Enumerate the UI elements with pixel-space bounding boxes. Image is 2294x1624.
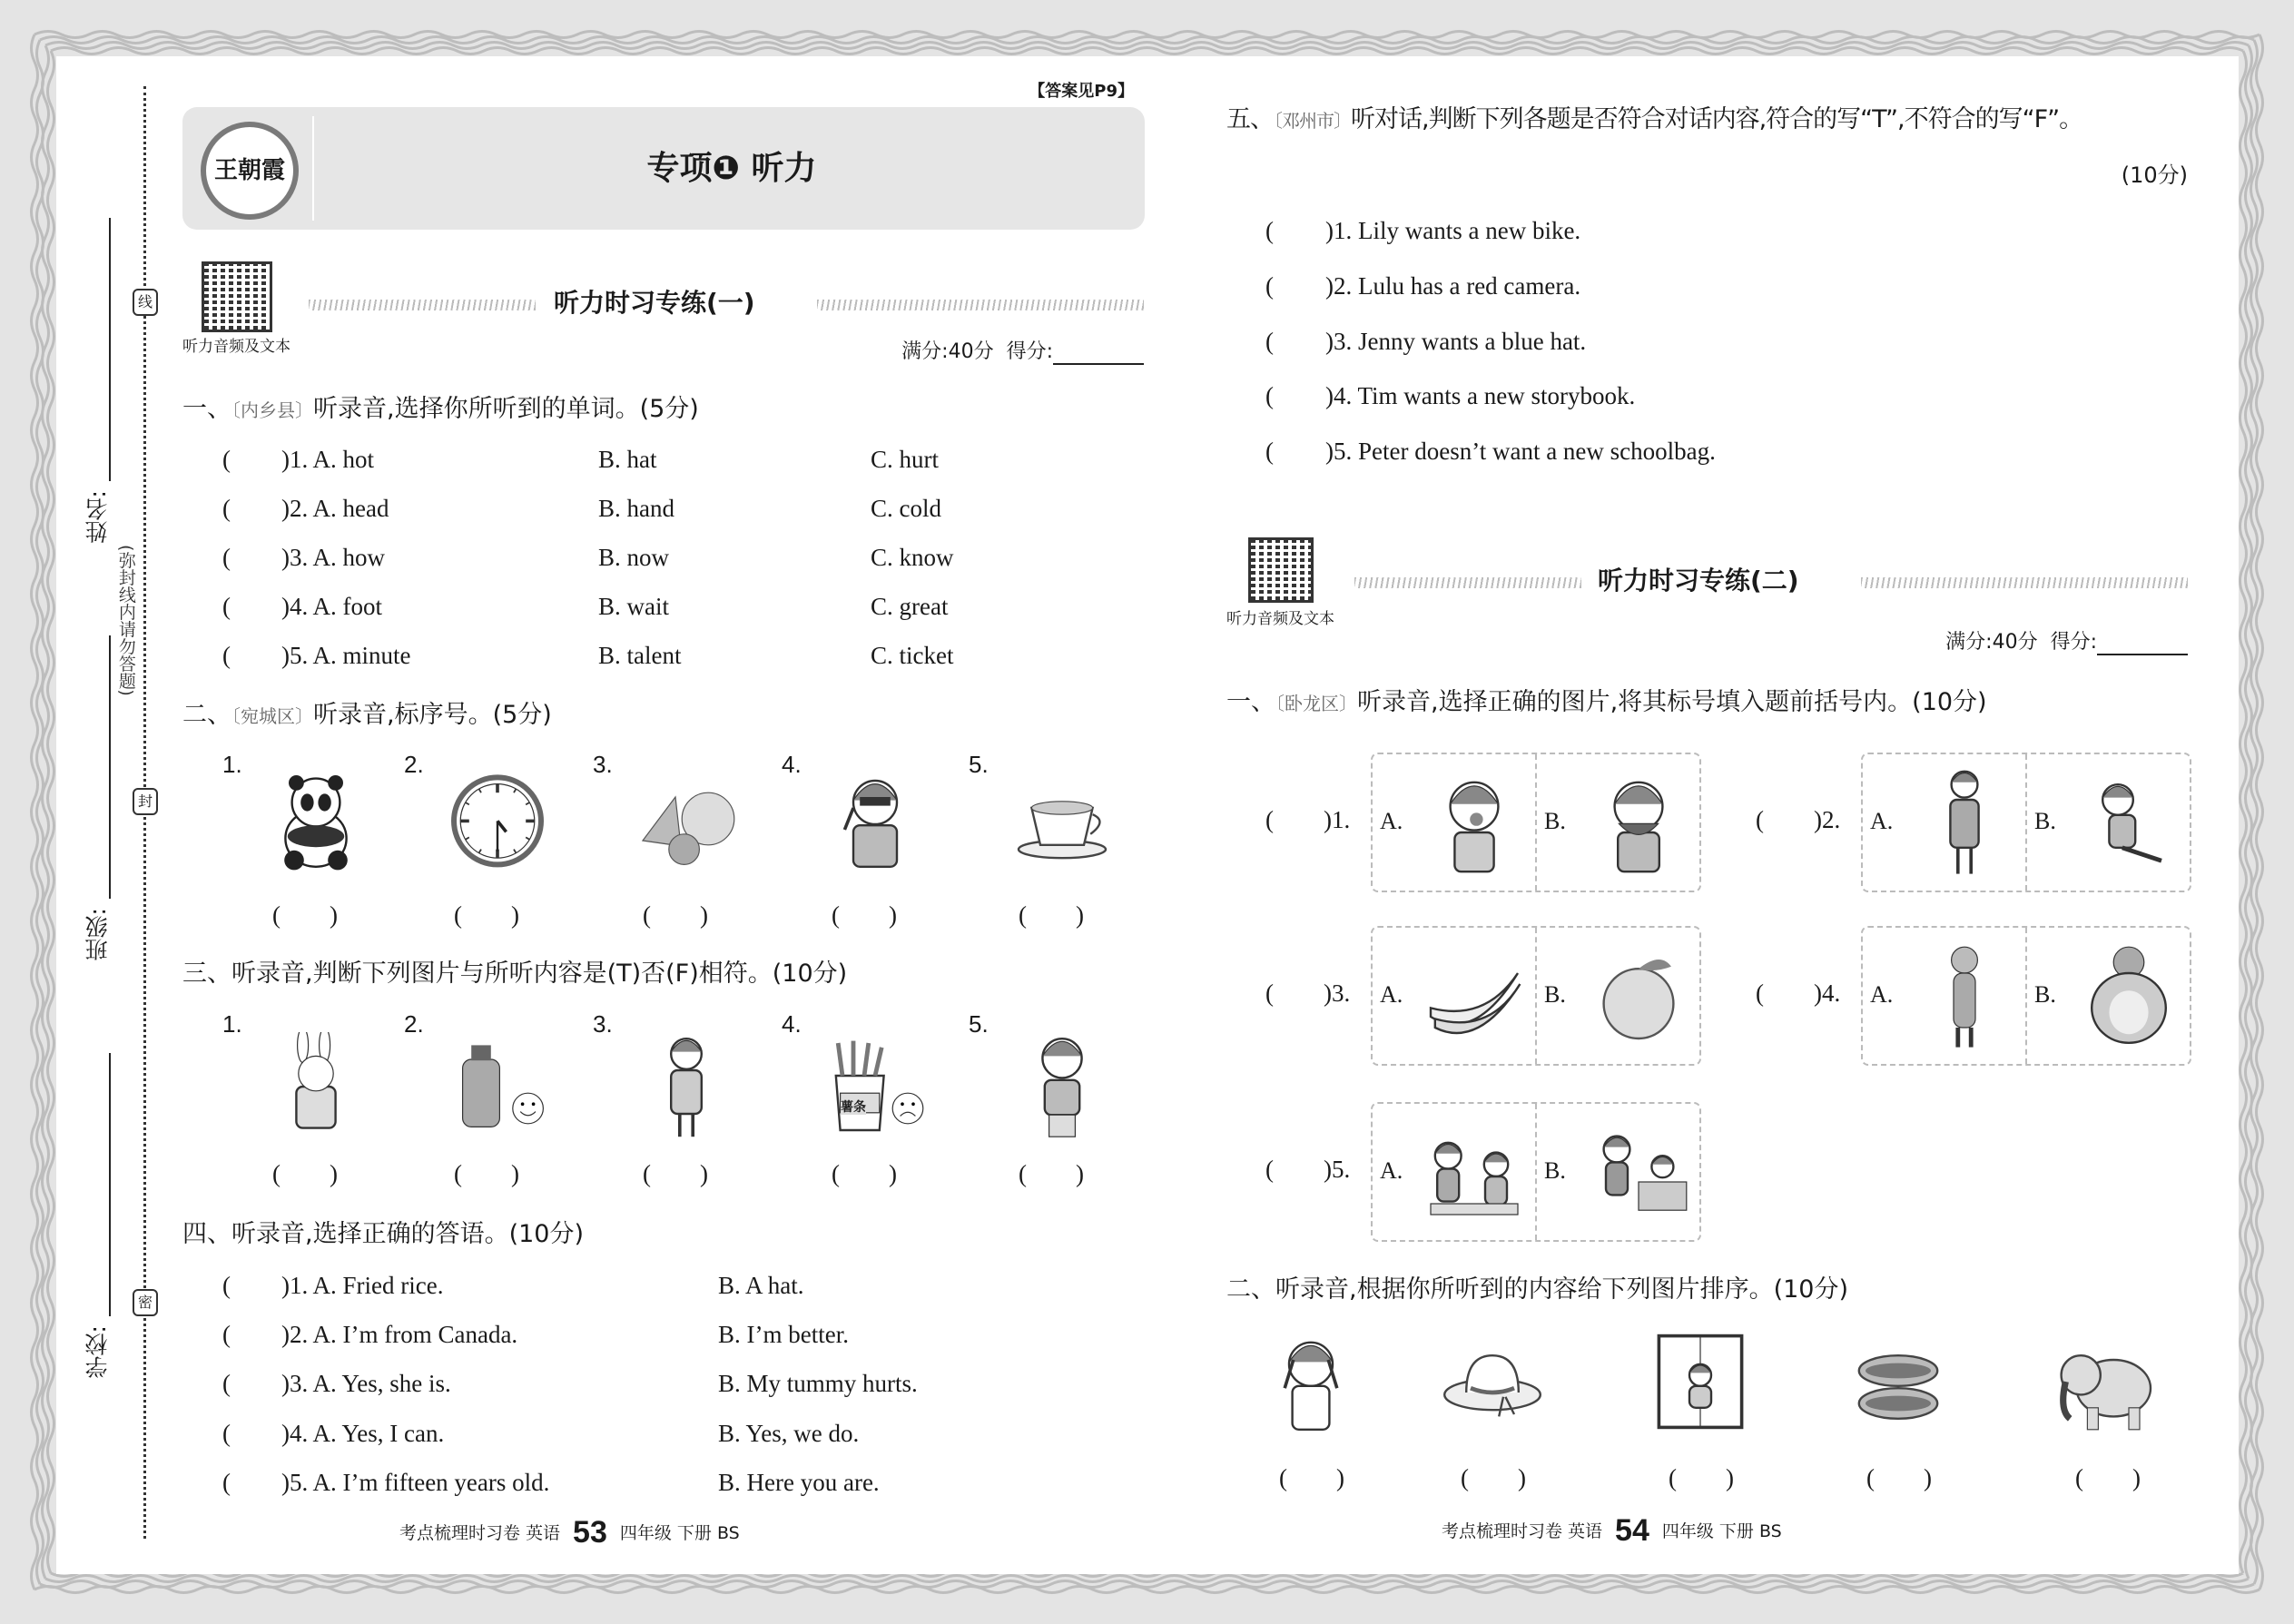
answer-bracket-input[interactable]: ( [1265,382,1274,409]
option-b[interactable]: B. I’m better. [718,1321,849,1348]
option-a[interactable]: )2. A. head [281,495,389,522]
region-tag: 〔内乡县〕 [231,399,313,421]
picture-panda [257,764,375,873]
page-number: 54 [1615,1513,1649,1548]
hotdogs-icon [1839,1327,1957,1436]
question-1-heading [1226,687,1987,718]
option-c[interactable]: C. ticket [871,642,954,669]
statement: )1. Lily wants a new bike. [1325,217,1581,244]
option-a[interactable]: )3. A. how [281,544,385,571]
option-a[interactable]: )4. A. foot [281,593,382,620]
answer-bracket-input[interactable]: ( [1265,438,1274,465]
fries-sad-icon [816,1032,934,1141]
answer-bracket-input[interactable]: ( [1265,272,1274,300]
class-field-line[interactable] [109,635,111,899]
boy-watermelon-icon [1584,762,1693,881]
choice-a[interactable] [1373,754,1535,891]
decorative-dash [817,300,1144,310]
decorative-dash [309,300,536,310]
picture-choice-pair [1371,753,1701,892]
answer-bracket-input[interactable]: ( ) [643,1160,708,1187]
picture-choice-pair [1861,753,2191,892]
option-b[interactable]: B. Yes, we do. [718,1420,860,1447]
answer-bracket-input[interactable]: ( [222,642,231,669]
statement: )3. Jenny wants a blue hat. [1325,328,1587,355]
answer-bracket-input[interactable]: ( ) [832,901,897,929]
name-field-line[interactable] [109,218,111,481]
picture-number: 3. [593,1010,613,1038]
q-text: 听录音,标序号。(5分) [313,701,552,729]
choice-a[interactable] [1373,1104,1535,1240]
choice-a[interactable] [1863,754,2025,891]
picture-girl-window [1641,1327,1759,1436]
panda-icon [257,764,375,873]
question-2-heading: 二、听录音,根据你所听到的内容给下列图片排序。(10分) [1226,1275,1849,1304]
option-a[interactable]: )5. A. minute [281,642,411,669]
footer-text: 考点梳理时习卷 英语 [1442,1521,1603,1541]
answer-bracket-input[interactable]: ( [222,446,231,473]
answer-bracket-input[interactable]: ( ) [1866,1464,1932,1491]
q-text: 听录音,选择你所听到的单词。(5分) [313,395,699,423]
hat-icon [1433,1327,1551,1436]
picture-rabbit [257,1032,375,1141]
option-a[interactable]: )4. A. Yes, I can. [281,1420,445,1447]
q-text: 听录音,选择正确的图片,将其标号填入题前括号内。(10分) [1357,688,1987,716]
region-tag: 〔邓州市〕 [1274,110,1351,132]
region-tag: 〔宛城区〕 [231,705,313,727]
footer-right [1442,1512,1782,1550]
picture-number: 3. [593,751,613,778]
answer-bracket-input[interactable]: ( ) [454,901,519,929]
answer-bracket-input[interactable]: ( [222,1370,231,1397]
seal-feng: 封 [133,788,158,815]
answer-bracket-input[interactable]: ( ) [272,1160,338,1187]
q-number: 二、 [182,701,231,729]
statement: )2. Lulu has a red camera. [1325,272,1581,300]
elephant-icon [2048,1327,2166,1436]
sick-girl-icon [1003,1032,1121,1141]
qr-caption: 听力音频及文本 [1226,610,1334,628]
logo-text: 王朝霞 [213,157,285,184]
option-c[interactable]: C. cold [871,495,941,522]
picture-headache-girl [816,764,934,873]
picture-juice-smile [438,1032,556,1141]
answer-bracket-input[interactable]: ( [222,1420,231,1447]
footer-text: 四年级 下册 BS [619,1523,740,1543]
picture-vegetables [627,764,745,873]
q-number: 五、 [1226,105,1274,133]
picture-sick-girl [1003,1032,1121,1141]
answer-bracket-input[interactable]: ( [222,593,231,620]
answer-bracket-input[interactable]: ( ) [454,1160,519,1187]
family-dinner-icon [1420,1111,1529,1231]
peach-icon [1584,935,1693,1055]
option-b[interactable]: B. hand [598,495,674,522]
answer-bracket-input[interactable]: ( [1265,1156,1274,1183]
statement: )4. Tim wants a new storybook. [1325,382,1636,409]
header-banner [182,107,1145,230]
score-line [1945,630,2188,655]
option-c[interactable]: C. hurt [871,446,940,473]
score-input[interactable] [1053,343,1144,365]
thin-bear-icon [1910,935,2019,1055]
picture-choice-pair [1371,926,1701,1066]
answer-bracket-input[interactable]: ( [1756,979,1764,1007]
score-label: 得分: [2050,631,2097,654]
option-a[interactable]: )1. A. Fried rice. [281,1272,444,1299]
woman-icon [627,1032,745,1141]
picture-number: 1. [222,751,242,778]
decorative-dash [1861,577,2188,588]
choice-label: B. [1544,808,1566,834]
woman-standing-icon [1910,762,2019,881]
answer-bracket-input[interactable]: ( ) [2075,1464,2141,1491]
option-b[interactable]: B. Here you are. [718,1469,880,1496]
answer-bracket-input[interactable]: ( ) [1279,1464,1344,1491]
seal-mi: 密 [133,1289,158,1316]
fries-box-label: 薯条 [841,1100,866,1115]
decorative-dash [1354,577,1581,588]
picture-number: 2. [404,751,424,778]
picture-teacup [1003,764,1121,873]
binding-notice: (弥封线内请勿答题) [115,545,136,696]
answer-bracket-input[interactable]: ( ) [832,1160,897,1187]
school-label: 学校: [84,1325,111,1379]
question-number: )1. [1324,806,1351,833]
section-title: 听力时习专练(二) [1598,566,1799,595]
choice-label: A. [1380,981,1403,1008]
publisher-logo [201,122,299,220]
choice-label: A. [1870,808,1894,834]
choice-label: A. [1380,1157,1403,1184]
footer-text: 考点梳理时习卷 英语 [399,1523,561,1543]
q-text: 听对话,判断下列各题是否符合对话内容,符合的写“T”,不符合的写“F”。 [1351,105,2083,133]
answer-bracket-input[interactable]: ( [1265,217,1274,244]
answer-reference: 【答案见P9】 [1029,82,1134,101]
choice-a[interactable] [1373,928,1535,1064]
option-c[interactable]: C. know [871,544,954,571]
picture-hat [1433,1327,1551,1436]
school-field-line[interactable] [109,1053,111,1316]
clock-icon [438,764,556,873]
score-input[interactable] [2097,634,2188,655]
picture-woman [627,1032,745,1141]
vegetables-icon [627,764,745,873]
picture-clock [438,764,556,873]
answer-bracket-input[interactable]: ( ) [643,901,708,929]
question-3-heading: 三、听录音,判断下列图片与所听内容是(T)否(F)相符。(10分) [182,960,848,988]
choice-b[interactable] [1535,928,1699,1064]
score-line [901,340,1144,365]
option-a[interactable]: )3. A. Yes, she is. [281,1370,451,1397]
answer-bracket-input[interactable]: ( [1756,806,1764,833]
option-a[interactable]: )5. A. I’m fifteen years old. [281,1469,550,1496]
picture-fries-sad [816,1032,934,1141]
picture-choice-pair [1371,1102,1701,1242]
family-party-icon [1584,1111,1693,1231]
banner-title: 专项❶ 听力 [646,150,817,187]
picture-choice-pair [1861,926,2191,1066]
option-c[interactable]: C. great [871,593,949,620]
picture-elephant [2048,1327,2166,1436]
picture-number: 4. [782,751,802,778]
full-score: 满分:40分 [1945,631,2038,654]
answer-bracket-input[interactable]: ( ) [1019,901,1084,929]
banner-divider [312,116,314,221]
question-number: )4. [1814,979,1841,1007]
full-score: 满分:40分 [901,340,994,363]
answer-bracket-input[interactable]: ( [222,1469,231,1496]
answer-bracket-input[interactable]: ( [1265,806,1274,833]
choice-a[interactable] [1863,928,2025,1064]
headache-girl-icon [816,764,934,873]
picture-hotdogs [1839,1327,1957,1436]
picture-number: 4. [782,1010,802,1038]
footer-text: 四年级 下册 BS [1661,1521,1782,1541]
answer-bracket-input[interactable]: ( [222,1272,231,1299]
qr-code-icon[interactable] [1248,537,1314,603]
footer-left [399,1514,740,1551]
option-b[interactable]: B. My tummy hurts. [718,1370,918,1397]
girl-sitting-icon [2074,762,2183,881]
answer-bracket-input[interactable]: ( [222,544,231,571]
choice-label: B. [2034,981,2056,1008]
fat-bear-icon [2074,935,2183,1055]
picture-boy-headache [1252,1327,1370,1436]
statement: )5. Peter doesn’t want a new schoolbag. [1325,438,1716,465]
qr-caption: 听力音频及文本 [182,338,290,356]
girl-window-icon [1641,1327,1759,1436]
answer-bracket-input[interactable]: ( ) [1461,1464,1526,1491]
page-number: 53 [573,1515,607,1550]
choice-label: B. [2034,808,2056,834]
question-5-heading [1226,104,2082,135]
choice-label: A. [1380,808,1403,834]
picture-number: 5. [969,1010,989,1038]
teacup-icon [1003,764,1121,873]
choice-label: B. [1544,981,1566,1008]
question-number: )2. [1814,806,1841,833]
option-b[interactable]: B. A hat. [718,1272,804,1299]
question-number: )3. [1324,979,1351,1007]
rabbit-icon [257,1032,375,1141]
choice-b[interactable] [2025,754,2190,891]
class-label: 班级: [84,908,111,961]
choice-b[interactable] [1535,754,1699,891]
choice-b[interactable] [2025,928,2190,1064]
qr-code-icon[interactable] [202,261,272,332]
option-b[interactable]: B. now [598,544,670,571]
q-number: 一、 [1226,688,1275,716]
question-number: )5. [1324,1156,1351,1183]
option-a[interactable]: )2. A. I’m from Canada. [281,1321,518,1348]
option-a[interactable]: )1. A. hot [281,446,375,473]
girl-eating-icon [1420,762,1529,881]
name-label: 姓名: [84,490,111,544]
question-5-points: (10分) [2121,162,2188,188]
bananas-icon [1420,935,1529,1055]
answer-bracket-input[interactable]: ( [1265,979,1274,1007]
option-b[interactable]: B. talent [598,642,682,669]
picture-number: 2. [404,1010,424,1038]
answer-bracket-input[interactable]: ( [222,1321,231,1348]
score-label: 得分: [1006,340,1053,363]
answer-bracket-input[interactable]: ( ) [272,901,338,929]
answer-bracket-input[interactable]: ( [222,495,231,522]
seal-xian: 线 [133,289,158,316]
juice-smile-icon [438,1032,556,1141]
section-title: 听力时习专练(一) [554,288,755,318]
choice-label: A. [1870,981,1894,1008]
option-b[interactable]: B. wait [598,593,669,620]
choice-label: B. [1544,1157,1566,1184]
picture-number: 5. [969,751,989,778]
q-number: 一、 [182,395,231,423]
question-1-heading [182,394,699,425]
answer-bracket-input[interactable]: ( ) [1669,1464,1734,1491]
picture-number: 1. [222,1010,242,1038]
option-b[interactable]: B. hat [598,446,657,473]
question-4-heading: 四、听录音,选择正确的答语。(10分) [182,1220,585,1248]
question-2-heading [182,700,552,731]
answer-bracket-input[interactable]: ( [1265,328,1274,355]
answer-bracket-input[interactable]: ( ) [1019,1160,1084,1187]
region-tag: 〔卧龙区〕 [1275,693,1357,714]
choice-b[interactable] [1535,1104,1699,1240]
boy-headache-icon [1252,1327,1370,1436]
